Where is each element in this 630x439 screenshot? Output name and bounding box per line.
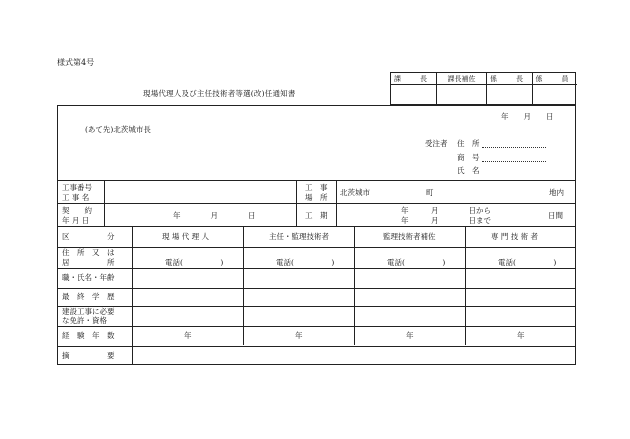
phone-site-agent: 電話( ) xyxy=(165,258,224,267)
contract-date-label: 契 約 xyxy=(62,206,92,215)
period-label: 工 期 xyxy=(305,211,328,220)
address-row-label: 居 所 xyxy=(62,258,115,267)
phone-specialist: 電話( ) xyxy=(498,258,557,267)
address-row-label: 住 所 又 は xyxy=(62,248,115,257)
col-divider xyxy=(243,226,244,345)
remarks-row-label: 摘 要 xyxy=(62,351,115,360)
location-city: 北茨城市 xyxy=(340,188,370,197)
experience-specialist: 年 xyxy=(517,331,525,340)
location-town: 町 xyxy=(426,188,434,197)
addressee: (あて先)北茨城市長 xyxy=(85,125,151,134)
approval-header: 課長補佐 xyxy=(437,73,486,85)
row-divider xyxy=(58,226,575,227)
col-header-site-agent: 現 場 代 理 人 xyxy=(162,232,210,241)
col-header-chief-engineer: 主任・監理技術者 xyxy=(269,232,329,241)
col-divider xyxy=(296,180,297,226)
name-age-row-label: 職・氏名・年齢 xyxy=(62,273,115,282)
col-divider xyxy=(132,226,133,365)
experience-row-label: 経 験 年 数 xyxy=(62,331,115,340)
submission-date: 年 月 日 xyxy=(501,112,554,121)
period-to: 年 月 日まで xyxy=(401,216,491,225)
phone-chief-engineer: 電話( ) xyxy=(276,258,335,267)
address-field[interactable] xyxy=(482,147,546,148)
col-divider xyxy=(354,226,355,345)
period-from: 年 月 日から xyxy=(401,206,491,215)
contract-date: 年 月 日 xyxy=(173,211,256,220)
col-header-assistant-engineer: 監理技術者補佐 xyxy=(383,232,436,241)
trade-name-label: 商 号 xyxy=(457,153,480,162)
license-row-label: 建設工事に必要 xyxy=(62,307,115,316)
approval-header: 係 長 xyxy=(487,73,532,85)
document-title: 現場代理人及び主任技術者等選(改)任通知書 xyxy=(143,89,296,98)
license-row-label: な免許・資格 xyxy=(62,316,107,325)
trade-name-field[interactable] xyxy=(482,161,546,162)
row-divider xyxy=(58,306,575,307)
location-label: 場 所 xyxy=(305,193,328,202)
education-row-label: 最 終 学 歴 xyxy=(62,292,115,301)
contract-date-label: 年 月 日 xyxy=(62,216,90,225)
row-divider xyxy=(58,288,575,289)
approval-header: 係 員 xyxy=(533,73,577,85)
project-name-label: 工 事 名 xyxy=(62,193,90,202)
col-divider xyxy=(336,180,337,226)
project-number-label: 工事番号 xyxy=(62,183,92,192)
row-divider xyxy=(58,247,575,248)
approval-cell-section-chief xyxy=(391,73,437,104)
period-days: 日間 xyxy=(548,211,563,220)
row-divider xyxy=(58,203,575,204)
contractor-label: 受注者 xyxy=(425,139,448,148)
experience-assistant-engineer: 年 xyxy=(406,331,414,340)
approval-header: 課 長 xyxy=(391,73,436,85)
address-label: 住 所 xyxy=(457,139,480,148)
col-divider xyxy=(104,180,105,226)
approval-stamp-table xyxy=(390,72,576,105)
row-divider xyxy=(58,326,575,327)
approval-cell-subsection-chief xyxy=(487,73,533,104)
phone-assistant-engineer: 電話( ) xyxy=(387,258,446,267)
approval-cell-staff xyxy=(533,73,577,104)
col-divider xyxy=(465,226,466,345)
location-lot: 地内 xyxy=(549,188,564,197)
approval-cell-deputy xyxy=(437,73,487,104)
location-label: 工 事 xyxy=(305,183,328,192)
notification-form xyxy=(57,105,576,365)
row-divider xyxy=(58,346,575,347)
row-divider xyxy=(58,180,575,181)
form-number: 様式第4号 xyxy=(57,58,95,67)
name-label: 氏 名 xyxy=(457,166,480,175)
col-header-category: 区 分 xyxy=(62,232,115,241)
experience-chief-engineer: 年 xyxy=(295,331,303,340)
experience-site-agent: 年 xyxy=(184,331,192,340)
col-header-specialist: 専 門 技 術 者 xyxy=(491,232,539,241)
row-divider xyxy=(58,268,575,269)
